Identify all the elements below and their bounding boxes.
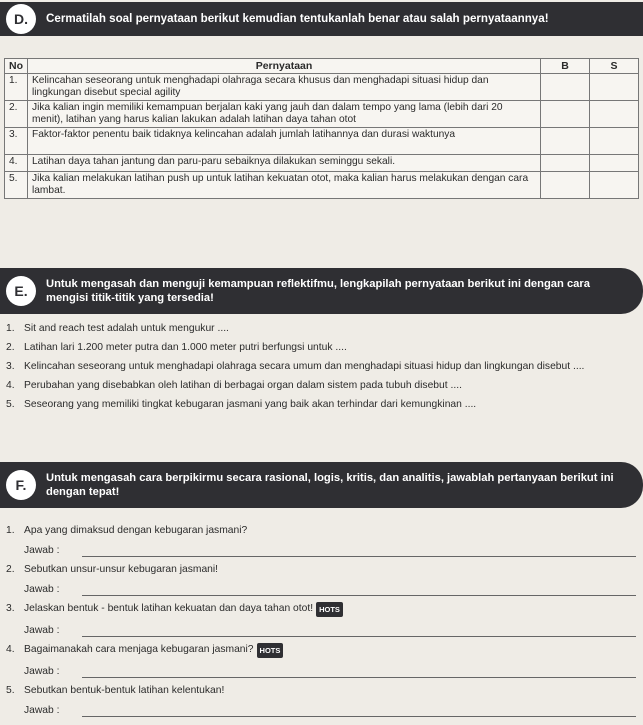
section-e-letter: E. — [6, 276, 36, 306]
row-number: 4. — [5, 155, 28, 172]
table-header-row — [5, 59, 639, 74]
question-text: Apa yang dimaksud dengan kebugaran jasmani? — [24, 525, 248, 536]
answer-salah-cell[interactable] — [590, 101, 639, 128]
section-e-instruction: Untuk mengasah dan menguji kemampuan reflektifmu, lengkapilah pernyataan berikut ini dengan cara mengisi titik-titik yang tersedia! — [46, 278, 590, 304]
item-number: 4. — [6, 380, 15, 391]
section-e-header — [0, 268, 643, 314]
item-number: 2. — [6, 342, 15, 353]
header-salah: S — [590, 59, 639, 74]
answer-row — [24, 623, 640, 637]
header-benar: B — [541, 59, 590, 74]
answer-line[interactable] — [82, 626, 636, 637]
table-row — [5, 172, 639, 199]
answer-salah-cell[interactable] — [590, 128, 639, 155]
list-item — [6, 379, 640, 392]
answer-label: Jawab : — [24, 705, 60, 716]
essay-question — [6, 524, 640, 537]
item-number: 5. — [6, 399, 15, 410]
answer-row — [24, 703, 640, 717]
header-no: No — [5, 59, 28, 74]
list-item — [6, 398, 640, 411]
hots-badge: HOTS — [316, 602, 343, 617]
essay-question — [6, 602, 640, 617]
item-number: 2. — [6, 564, 15, 575]
list-item — [6, 341, 640, 354]
answer-salah-cell[interactable] — [590, 172, 639, 199]
statement-text: Jika kalian melakukan latihan push up untuk latihan kekuatan otot, maka kalian harus melakukan dengan cara lambat. — [28, 172, 541, 199]
statement-text: Faktor-faktor penentu baik tidaknya kelincahan adalah jumlah latihannya dan durasi waktunya — [28, 128, 541, 155]
row-number: 2. — [5, 101, 28, 128]
fill-in-question: Perubahan yang disebabkan oleh latihan di berbagai organ dalam sistem pada tubuh disebut .... — [24, 380, 462, 391]
answer-label: Jawab : — [24, 584, 60, 595]
section-d-letter: D. — [6, 4, 36, 34]
answer-line[interactable] — [82, 585, 636, 596]
answer-label: Jawab : — [24, 625, 60, 636]
item-number: 5. — [6, 685, 15, 696]
item-number: 1. — [6, 525, 15, 536]
item-number: 3. — [6, 603, 15, 614]
answer-benar-cell[interactable] — [541, 101, 590, 128]
answer-benar-cell[interactable] — [541, 128, 590, 155]
row-number: 3. — [5, 128, 28, 155]
statement-text: Kelincahan seseorang untuk menghadapi olahraga secara khusus dan menghadapi situasi hidup dan lingkungan disebut special agility — [28, 74, 541, 101]
section-f-letter: F. — [6, 470, 36, 500]
answer-benar-cell[interactable] — [541, 172, 590, 199]
essay-question — [6, 563, 640, 576]
question-text: Bagaimanakah cara menjaga kebugaran jasmani? — [24, 644, 254, 655]
section-d-header — [0, 2, 643, 36]
answer-row — [24, 664, 640, 678]
statement-table — [4, 58, 639, 199]
answer-label: Jawab : — [24, 545, 60, 556]
statement-text: Latihan daya tahan jantung dan paru-paru sebaiknya dilakukan seminggu sekali. — [28, 155, 541, 172]
essay-list — [6, 518, 640, 717]
question-text: Jelaskan bentuk - bentuk latihan kekuatan dan daya tahan otot! — [24, 603, 314, 614]
header-statement: Pernyataan — [28, 59, 541, 74]
answer-salah-cell[interactable] — [590, 74, 639, 101]
answer-line[interactable] — [82, 546, 636, 557]
section-d-instruction: Cermatilah soal pernyataan berikut kemudian tentukanlah benar atau salah pernyataannya! — [46, 12, 549, 25]
list-item — [6, 322, 640, 335]
table-row — [5, 101, 639, 128]
item-number: 1. — [6, 323, 15, 334]
answer-benar-cell[interactable] — [541, 74, 590, 101]
fill-in-question: Kelincahan seseorang untuk menghadapi olahraga secara umum dan menghadapi situasi hidup dan lingkungan disebut .... — [24, 361, 585, 372]
table-row — [5, 74, 639, 101]
fill-in-question: Sit and reach test adalah untuk mengukur .... — [24, 323, 229, 334]
row-number: 1. — [5, 74, 28, 101]
statement-text: Jika kalian ingin memiliki kemampuan berjalan kaki yang jauh dan dalam tempo yang lama (lebih dari 20 menit), latihan yang harus kalian lakukan adalah latihan daya tahan otot — [28, 101, 541, 128]
answer-row — [24, 543, 640, 557]
answer-benar-cell[interactable] — [541, 155, 590, 172]
table-row — [5, 155, 639, 172]
hots-badge: HOTS — [257, 643, 284, 658]
essay-question — [6, 684, 640, 697]
item-number: 3. — [6, 361, 15, 372]
list-item — [6, 360, 640, 373]
fill-in-question: Seseorang yang memiliki tingkat kebugaran jasmani yang baik akan terhindar dari kemungkinan .... — [24, 399, 477, 410]
fill-in-question: Latihan lari 1.200 meter putra dan 1.000 meter putri berfungsi untuk .... — [24, 342, 347, 353]
answer-row — [24, 582, 640, 596]
section-f-header — [0, 462, 643, 508]
answer-salah-cell[interactable] — [590, 155, 639, 172]
row-number: 5. — [5, 172, 28, 199]
answer-line[interactable] — [82, 667, 636, 678]
answer-line[interactable] — [82, 706, 636, 717]
fill-in-list — [6, 322, 640, 417]
question-text: Sebutkan bentuk-bentuk latihan kelentukan! — [24, 685, 225, 696]
answer-label: Jawab : — [24, 666, 60, 677]
item-number: 4. — [6, 644, 15, 655]
essay-question — [6, 643, 640, 658]
question-text: Sebutkan unsur-unsur kebugaran jasmani! — [24, 564, 219, 575]
table-row — [5, 128, 639, 155]
section-f-instruction: Untuk mengasah cara berpikirmu secara rasional, logis, kritis, dan analitis, jawablah pertanyaan berikut ini dengan tepat! — [46, 472, 614, 498]
